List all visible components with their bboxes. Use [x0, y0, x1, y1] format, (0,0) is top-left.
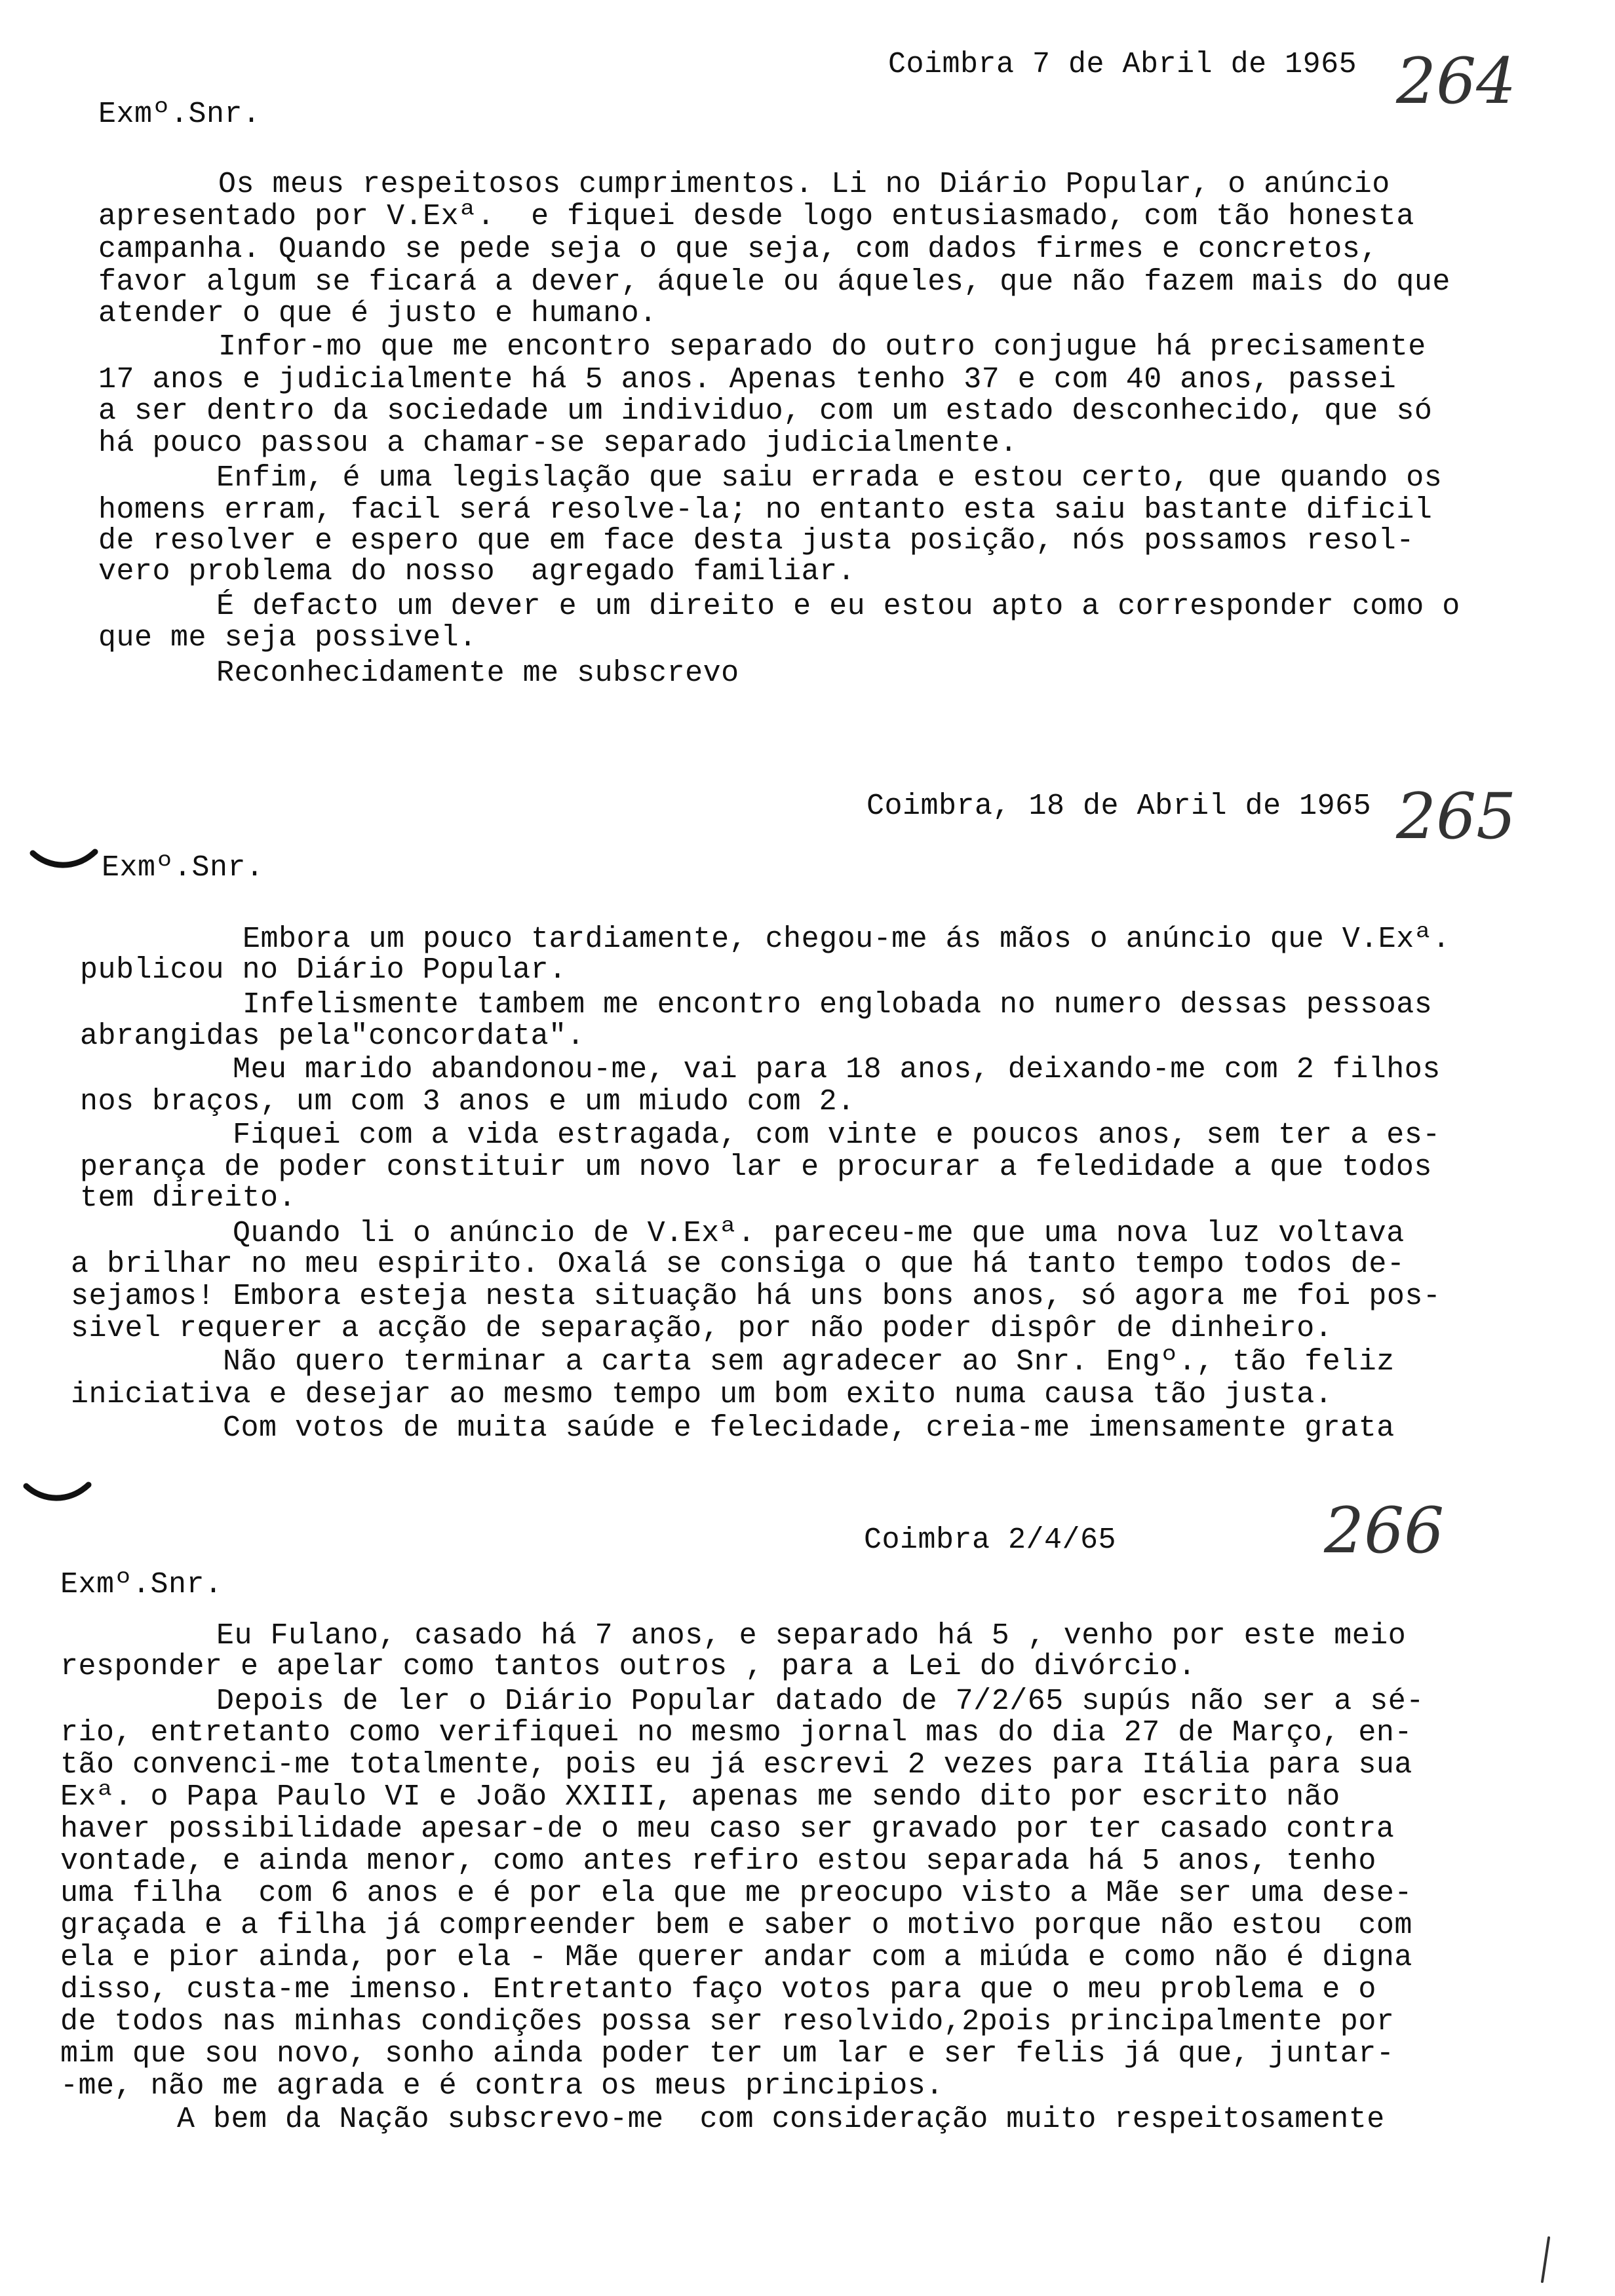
archive-number: 264: [1396, 45, 1517, 118]
letter-line: que me seja possivel.: [98, 621, 477, 655]
letter-line: Quando li o anúncio de V.Exª. pareceu-me que uma nova luz voltava: [233, 1217, 1405, 1250]
letter-line: campanha. Quando se pede seja o que seja, com dados firmes e concretos,: [98, 233, 1378, 266]
letter-line: 17 anos e judicialmente há 5 anos. Apenas tenho 37 e com 40 anos, passei: [98, 363, 1397, 396]
letter-date: Coimbra, 18 de Abril de 1965: [866, 790, 1372, 823]
letter-line: É defacto um dever e um direito e eu estou apto a corresponder como o: [216, 590, 1460, 623]
letter-line: Infelismente tambem me encontro englobada no numero dessas pessoas: [243, 988, 1433, 1022]
letter-line: disso, custa-me imenso. Entretanto faço votos para que o meu problema e o: [60, 1973, 1376, 2006]
letter-line: de resolver e espero que em face desta justa posição, nós possamos resol-: [98, 524, 1414, 558]
letter-line: homens erram, facil será resolve-la; no entanto esta saiu bastante dificil: [98, 493, 1433, 527]
stray-pen-mark: [1537, 2234, 1557, 2287]
letter-line: atender o que é justo e humano.: [98, 297, 657, 330]
letter-line: abrangidas pela"concordata".: [80, 1020, 585, 1053]
letter-salutation: Exmº.Snr.: [60, 1568, 223, 1601]
letter-line: Eu Fulano, casado há 7 anos, e separado há 5 , venho por este meio: [216, 1619, 1407, 1653]
letter-line: de todos nas minhas condições possa ser resolvido,2pois principalmente por: [60, 2005, 1395, 2038]
letter-line: Fiquei com a vida estragada, com vinte e poucos anos, sem ter a es-: [233, 1119, 1441, 1152]
letter-line: haver possibilidade apesar-de o meu caso ser gravado por ter casado contra: [60, 1812, 1395, 1846]
letter-salutation: Exmº.Snr.: [98, 98, 261, 131]
letter-line: há pouco passou a chamar-se separado judicialmente.: [98, 427, 1018, 460]
margin-tick-mark: [29, 845, 102, 878]
letter-line: A bem da Nação subscrevo-me com consideração muito respeitosamente: [177, 2103, 1385, 2136]
letter-line: tem direito.: [80, 1181, 297, 1215]
letter-line: a ser dentro da sociedade um individuo, com um estado desconhecido, que só: [98, 394, 1433, 428]
letter-line: perança de poder constituir um novo lar e procurar a feledidade a que todos: [80, 1151, 1432, 1184]
letter-date: Coimbra 2/4/65: [864, 1523, 1117, 1557]
letter-line: rio, entretanto como verifiquei no mesmo jornal mas do dia 27 de Março, en-: [60, 1716, 1412, 1750]
letter-line: ela e pior ainda, por ela - Mãe querer andar com a miúda e como não é digna: [60, 1941, 1412, 1974]
letter-line: tão convenci-me totalmente, pois eu já escrevi 2 vezes para Itália para sua: [60, 1748, 1412, 1782]
letter-line: sivel requerer a acção de separação, por não poder dispôr de dinheiro.: [71, 1312, 1333, 1345]
letter-line: vontade, e ainda menor, como antes refiro estou separada há 5 anos, tenho: [60, 1845, 1376, 1878]
letter-line: Infor-mo que me encontro separado do outro conjugue há precisamente: [218, 330, 1426, 364]
archive-number: 266: [1324, 1494, 1445, 1567]
letter-line: Enfim, é uma legislação que saiu errada e estou certo, que quando os: [216, 461, 1443, 495]
letter-line: Os meus respeitosos cumprimentos. Li no Diário Popular, o anúncio: [218, 168, 1390, 201]
letter-line: Embora um pouco tardiamente, chegou-me ás mãos o anúncio que V.Exª.: [243, 923, 1450, 956]
letter-line: publicou no Diário Popular.: [80, 953, 567, 987]
letter-line: apresentado por V.Exª. e fiquei desde logo entusiasmado, com tão honesta: [98, 200, 1414, 233]
letter-line: -me, não me agrada e é contra os meus principios.: [60, 2069, 944, 2103]
letter-salutation: Exmº.Snr.: [102, 851, 264, 885]
letter-line: favor algum se ficará a dever, áquele ou áqueles, que não fazem mais do que: [98, 265, 1450, 299]
letter-line: iniciativa e desejar ao mesmo tempo um bom exito numa causa tão justa.: [71, 1378, 1333, 1411]
letter-line: graçada e a filha já compreender bem e saber o motivo porque não estou com: [60, 1909, 1412, 1942]
letter-line: sejamos! Embora esteja nesta situação há uns bons anos, só agora me foi pos-: [71, 1280, 1441, 1313]
letter-line: vero problema do nosso agregado familiar.: [98, 555, 856, 588]
archive-number: 265: [1396, 780, 1517, 853]
margin-tick-mark: [23, 1478, 95, 1511]
letter-line: Depois de ler o Diário Popular datado de 7/2/65 supús não ser a sé-: [216, 1685, 1424, 1718]
letter-line: responder e apelar como tantos outros , para a Lei do divórcio.: [60, 1650, 1196, 1683]
letter-line: a brilhar no meu espirito. Oxalá se consiga o que há tanto tempo todos de-: [71, 1248, 1405, 1281]
letter-line: nos braços, um com 3 anos e um miudo com 2.: [80, 1085, 855, 1119]
letter-line: mim que sou novo, sonho ainda poder ter um lar e ser felis já que, juntar-: [60, 2037, 1395, 2071]
letter-line: uma filha com 6 anos e é por ela que me preocupo visto a Mãe ser uma dese-: [60, 1877, 1412, 1910]
letter-line: Com votos de muita saúde e felecidade, creia-me imensamente grata: [223, 1411, 1395, 1445]
letter-line: Não quero terminar a carta sem agradecer ao Snr. Engº., tão feliz: [223, 1345, 1395, 1379]
letter-line: Exª. o Papa Paulo VI e João XXIII, apenas me sendo dito por escrito não: [60, 1780, 1340, 1814]
letter-line: Meu marido abandonou-me, vai para 18 anos, deixando-me com 2 filhos: [233, 1053, 1441, 1086]
letter-date: Coimbra 7 de Abril de 1965: [888, 48, 1357, 81]
letter-line: Reconhecidamente me subscrevo: [216, 657, 739, 690]
